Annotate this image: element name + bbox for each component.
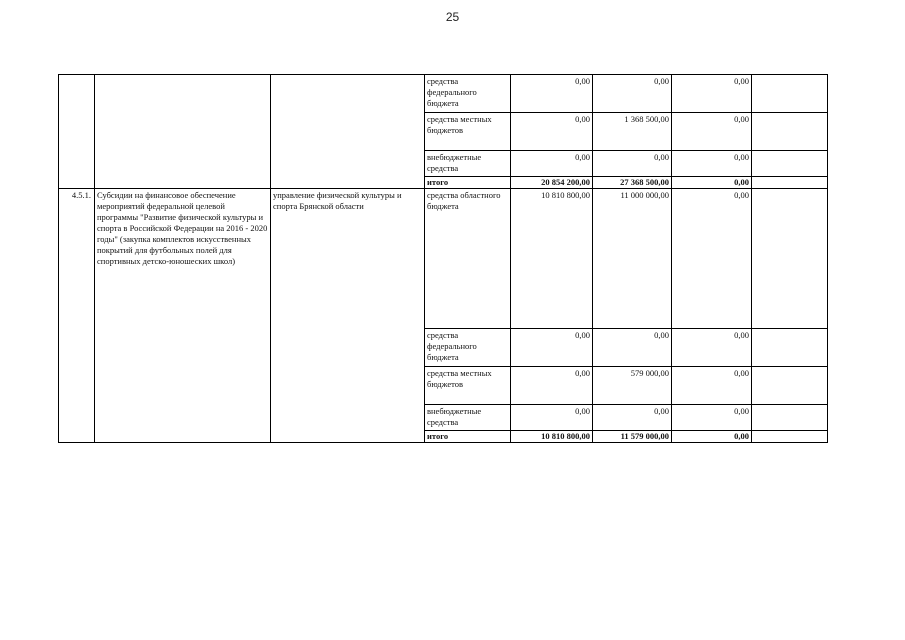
value-cell: 0,00 (593, 405, 672, 431)
budget-table (58, 74, 828, 443)
value-cell: 1 368 500,00 (593, 113, 672, 151)
value-cell: 0,00 (672, 75, 752, 113)
empty-cell (752, 189, 828, 329)
value-cell: 0,00 (672, 367, 752, 405)
value-cell: 0,00 (672, 405, 752, 431)
empty-cell (752, 151, 828, 177)
value-cell: 0,00 (593, 329, 672, 367)
value-cell: 0,00 (511, 75, 593, 113)
value-cell: 0,00 (511, 405, 593, 431)
value-cell: 11 579 000,00 (593, 431, 672, 443)
value-cell: 0,00 (672, 113, 752, 151)
value-cell: 20 854 200,00 (511, 177, 593, 189)
source-cell: внебюджетные средства (425, 405, 511, 431)
empty-cell (752, 405, 828, 431)
value-cell: 0,00 (672, 431, 752, 443)
value-cell: 0,00 (672, 177, 752, 189)
empty-cell (752, 367, 828, 405)
executor-cell: управление физической культуры и спорта Брянской области (271, 189, 425, 443)
value-cell: 0,00 (511, 367, 593, 405)
code-cell (59, 75, 95, 189)
source-cell: итого (425, 431, 511, 443)
value-cell: 11 000 000,00 (593, 189, 672, 329)
value-cell: 0,00 (593, 75, 672, 113)
value-cell: 0,00 (593, 151, 672, 177)
executor-cell (271, 75, 425, 189)
source-cell: итого (425, 177, 511, 189)
value-cell: 579 000,00 (593, 367, 672, 405)
value-cell: 0,00 (511, 151, 593, 177)
source-cell: средства местных бюджетов (425, 367, 511, 405)
value-cell: 0,00 (511, 113, 593, 151)
value-cell: 10 810 800,00 (511, 189, 593, 329)
source-cell: средства местных бюджетов (425, 113, 511, 151)
table-row (59, 75, 828, 113)
table-row (59, 189, 828, 329)
value-cell: 0,00 (672, 151, 752, 177)
name-cell: Субсидии на финансовое обеспечение мероприятий федеральной целевой программы "Развитие физической культуры и спорта в Российской Федерации на 2016 - 2020 годы" (закупка комплектов искусственных покрытий для футбольных полей для спортивных детско-юношеских школ) (95, 189, 271, 443)
source-cell: внебюджетные средства (425, 151, 511, 177)
value-cell: 0,00 (672, 329, 752, 367)
value-cell: 27 368 500,00 (593, 177, 672, 189)
page-number: 25 (445, 10, 460, 24)
empty-cell (752, 431, 828, 443)
value-cell: 0,00 (672, 189, 752, 329)
source-cell: средства федерального бюджета (425, 329, 511, 367)
source-cell: средства областного бюджета (425, 189, 511, 329)
empty-cell (752, 75, 828, 113)
empty-cell (752, 177, 828, 189)
empty-cell (752, 329, 828, 367)
source-cell: средства федерального бюджета (425, 75, 511, 113)
value-cell: 10 810 800,00 (511, 431, 593, 443)
code-cell: 4.5.1. (59, 189, 95, 443)
value-cell: 0,00 (511, 329, 593, 367)
name-cell (95, 75, 271, 189)
empty-cell (752, 113, 828, 151)
